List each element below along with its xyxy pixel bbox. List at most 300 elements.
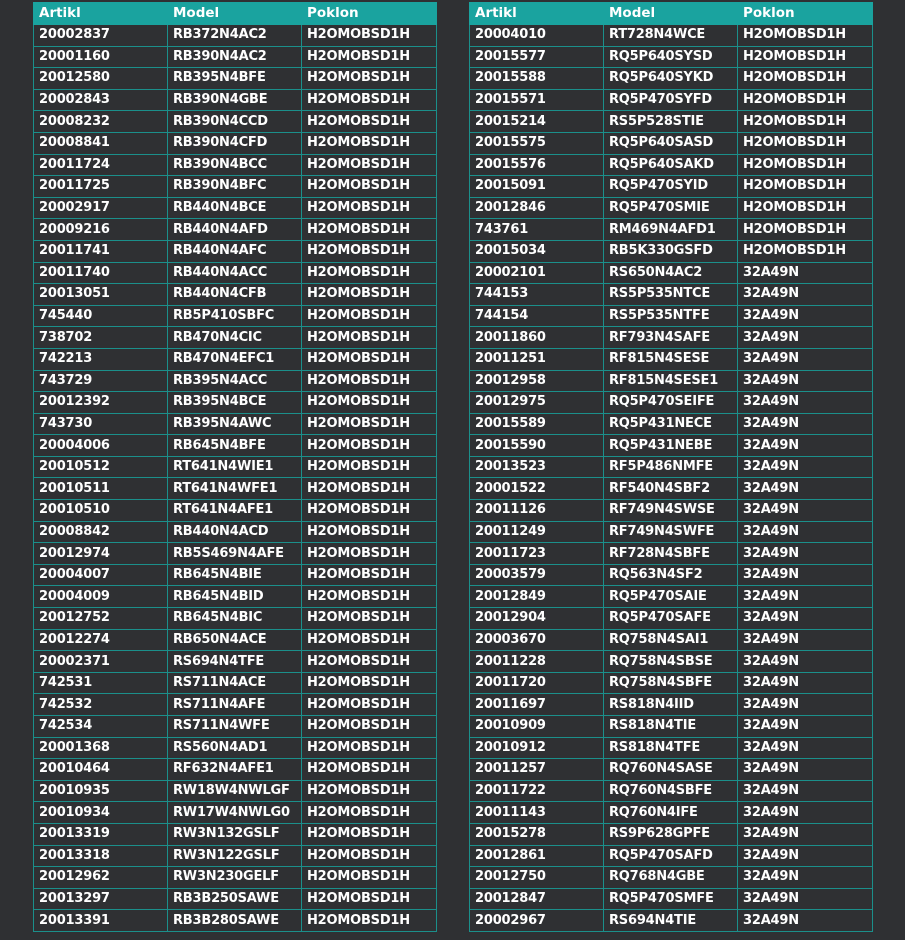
cell-artikl: 20010512 — [34, 456, 168, 478]
cell-artikl: 20011257 — [470, 759, 604, 781]
table-row — [34, 305, 437, 327]
table-row — [34, 154, 437, 176]
cell-artikl: 20009216 — [34, 219, 168, 241]
table-row — [34, 672, 437, 694]
table-row — [470, 564, 873, 586]
table-row — [470, 25, 873, 47]
cell-artikl: 745440 — [34, 305, 168, 327]
table-row — [470, 262, 873, 284]
table-row — [470, 327, 873, 349]
table-row — [34, 845, 437, 867]
table-row — [470, 176, 873, 198]
cell-poklon: 32A49N — [738, 759, 873, 781]
cell-poklon: H2OMOBSD1H — [738, 219, 873, 241]
table-row — [34, 651, 437, 673]
cell-model: RF540N4SBF2 — [604, 478, 738, 500]
cell-model: RQ760N4IFE — [604, 802, 738, 824]
cell-model: RS711N4AFE — [168, 694, 302, 716]
table-row — [470, 521, 873, 543]
cell-model: RM469N4AFD1 — [604, 219, 738, 241]
cell-model: RS560N4AD1 — [168, 737, 302, 759]
table-row — [470, 500, 873, 522]
table-row — [470, 543, 873, 565]
cell-model: RQ5P470SAFE — [604, 608, 738, 630]
table-row — [34, 737, 437, 759]
cell-model: RB3B250SAWE — [168, 888, 302, 910]
cell-poklon: H2OMOBSD1H — [302, 262, 437, 284]
table-row — [34, 716, 437, 738]
table-row — [470, 888, 873, 910]
header-model: Model — [604, 3, 738, 25]
table-row — [470, 111, 873, 133]
cell-model: RS711N4ACE — [168, 672, 302, 694]
cell-poklon: 32A49N — [738, 845, 873, 867]
cell-model: RS711N4WFE — [168, 716, 302, 738]
cell-model: RB645N4BIC — [168, 608, 302, 630]
table-row — [470, 694, 873, 716]
table-row — [34, 46, 437, 68]
cell-poklon: 32A49N — [738, 500, 873, 522]
cell-model: RS5P535NTFE — [604, 305, 738, 327]
cell-model: RF728N4SBFE — [604, 543, 738, 565]
cell-model: RQ758N4SBSE — [604, 651, 738, 673]
table-row — [34, 392, 437, 414]
cell-artikl: 20008842 — [34, 521, 168, 543]
cell-poklon: 32A49N — [738, 305, 873, 327]
cell-artikl: 742532 — [34, 694, 168, 716]
table-row — [34, 111, 437, 133]
cell-artikl: 20010510 — [34, 500, 168, 522]
cell-artikl: 20011741 — [34, 240, 168, 262]
cell-artikl: 20003579 — [470, 564, 604, 586]
cell-poklon: H2OMOBSD1H — [302, 867, 437, 889]
cell-model: RT728N4WCE — [604, 25, 738, 47]
cell-model: RS818N4IID — [604, 694, 738, 716]
cell-model: RQ768N4GBE — [604, 867, 738, 889]
cell-poklon: H2OMOBSD1H — [738, 111, 873, 133]
table-row — [470, 867, 873, 889]
cell-model: RQ758N4SBFE — [604, 672, 738, 694]
cell-model: RB390N4CFD — [168, 132, 302, 154]
cell-poklon: 32A49N — [738, 262, 873, 284]
cell-model: RQ5P640SYSD — [604, 46, 738, 68]
table-row — [34, 888, 437, 910]
cell-model: RQ758N4SAI1 — [604, 629, 738, 651]
table-row — [34, 327, 437, 349]
cell-model: RB395N4BFE — [168, 68, 302, 90]
cell-artikl: 20015589 — [470, 413, 604, 435]
header-poklon: Poklon — [302, 3, 437, 25]
cell-artikl: 20010912 — [470, 737, 604, 759]
cell-artikl: 20013318 — [34, 845, 168, 867]
cell-poklon: 32A49N — [738, 737, 873, 759]
cell-model: RQ563N4SF2 — [604, 564, 738, 586]
cell-poklon: H2OMOBSD1H — [302, 586, 437, 608]
table-row — [470, 608, 873, 630]
cell-poklon: H2OMOBSD1H — [738, 25, 873, 47]
cell-poklon: 32A49N — [738, 284, 873, 306]
cell-model: RB390N4BCC — [168, 154, 302, 176]
cell-poklon: H2OMOBSD1H — [302, 716, 437, 738]
cell-artikl: 20015575 — [470, 132, 604, 154]
table-row — [470, 68, 873, 90]
cell-poklon: H2OMOBSD1H — [302, 348, 437, 370]
cell-artikl: 20011723 — [470, 543, 604, 565]
cell-model: RT641N4AFE1 — [168, 500, 302, 522]
cell-artikl: 742213 — [34, 348, 168, 370]
cell-model: RF815N4SESE1 — [604, 370, 738, 392]
cell-model: RB440N4ACD — [168, 521, 302, 543]
table-row — [470, 845, 873, 867]
table-row — [34, 608, 437, 630]
table-row — [34, 564, 437, 586]
cell-artikl: 20010909 — [470, 716, 604, 738]
cell-model: RB390N4BFC — [168, 176, 302, 198]
cell-artikl: 20015034 — [470, 240, 604, 262]
cell-artikl: 20012846 — [470, 197, 604, 219]
table-row — [34, 219, 437, 241]
cell-artikl: 20011251 — [470, 348, 604, 370]
cell-poklon: 32A49N — [738, 521, 873, 543]
cell-model: RB440N4AFC — [168, 240, 302, 262]
cell-poklon: H2OMOBSD1H — [302, 845, 437, 867]
cell-model: RF793N4SAFE — [604, 327, 738, 349]
cell-poklon: H2OMOBSD1H — [302, 132, 437, 154]
cell-model: RS694N4TFE — [168, 651, 302, 673]
cell-artikl: 20002837 — [34, 25, 168, 47]
cell-model: RB470N4CIC — [168, 327, 302, 349]
cell-poklon: H2OMOBSD1H — [302, 219, 437, 241]
cell-model: RF749N4SWFE — [604, 521, 738, 543]
cell-artikl: 20011697 — [470, 694, 604, 716]
cell-poklon: H2OMOBSD1H — [302, 284, 437, 306]
cell-artikl: 743730 — [34, 413, 168, 435]
cell-poklon: H2OMOBSD1H — [738, 240, 873, 262]
cell-poklon: H2OMOBSD1H — [302, 780, 437, 802]
cell-artikl: 744153 — [470, 284, 604, 306]
table-row — [34, 176, 437, 198]
cell-model: RS818N4TFE — [604, 737, 738, 759]
table-row — [34, 240, 437, 262]
cell-poklon: H2OMOBSD1H — [302, 802, 437, 824]
cell-model: RF815N4SESE — [604, 348, 738, 370]
cell-poklon: H2OMOBSD1H — [302, 68, 437, 90]
cell-model: RQ5P470SAIE — [604, 586, 738, 608]
cell-poklon: 32A49N — [738, 586, 873, 608]
cell-model: RB470N4EFC1 — [168, 348, 302, 370]
table-header-row — [34, 3, 437, 25]
cell-model: RB5K330GSFD — [604, 240, 738, 262]
cell-poklon: H2OMOBSD1H — [738, 197, 873, 219]
table-row — [470, 46, 873, 68]
cell-poklon: H2OMOBSD1H — [302, 500, 437, 522]
table-row — [34, 543, 437, 565]
cell-model: RB372N4AC2 — [168, 25, 302, 47]
cell-model: RQ5P470SYFD — [604, 89, 738, 111]
cell-model: RQ5P640SAKD — [604, 154, 738, 176]
cell-model: RQ760N4SASE — [604, 759, 738, 781]
cell-artikl: 20012392 — [34, 392, 168, 414]
cell-model: RB395N4BCE — [168, 392, 302, 414]
cell-poklon: H2OMOBSD1H — [738, 46, 873, 68]
cell-model: RQ5P431NEBE — [604, 435, 738, 457]
cell-artikl: 20002917 — [34, 197, 168, 219]
cell-poklon: 32A49N — [738, 888, 873, 910]
cell-artikl: 20004010 — [470, 25, 604, 47]
cell-poklon: H2OMOBSD1H — [302, 737, 437, 759]
cell-poklon: H2OMOBSD1H — [302, 240, 437, 262]
cell-artikl: 20004009 — [34, 586, 168, 608]
cell-model: RW3N230GELF — [168, 867, 302, 889]
table-row — [470, 435, 873, 457]
cell-poklon: H2OMOBSD1H — [302, 910, 437, 932]
cell-poklon: H2OMOBSD1H — [302, 759, 437, 781]
table-row — [34, 867, 437, 889]
cell-poklon: 32A49N — [738, 327, 873, 349]
cell-artikl: 20012958 — [470, 370, 604, 392]
cell-artikl: 20012861 — [470, 845, 604, 867]
table-row — [470, 802, 873, 824]
cell-model: RS818N4TIE — [604, 716, 738, 738]
cell-poklon: 32A49N — [738, 802, 873, 824]
cell-artikl: 20010934 — [34, 802, 168, 824]
cell-artikl: 20012580 — [34, 68, 168, 90]
cell-artikl: 20008232 — [34, 111, 168, 133]
cell-model: RS9P628GPFE — [604, 823, 738, 845]
table-row — [34, 25, 437, 47]
cell-poklon: 32A49N — [738, 608, 873, 630]
cell-poklon: 32A49N — [738, 823, 873, 845]
cell-artikl: 20001160 — [34, 46, 168, 68]
cell-artikl: 742531 — [34, 672, 168, 694]
cell-poklon: H2OMOBSD1H — [302, 392, 437, 414]
cell-model: RB390N4AC2 — [168, 46, 302, 68]
cell-poklon: 32A49N — [738, 435, 873, 457]
cell-poklon: H2OMOBSD1H — [302, 305, 437, 327]
table-row — [470, 154, 873, 176]
cell-model: RW18W4NWLGF — [168, 780, 302, 802]
cell-artikl: 20002371 — [34, 651, 168, 673]
table-row — [34, 521, 437, 543]
cell-artikl: 20012750 — [470, 867, 604, 889]
cell-artikl: 20001368 — [34, 737, 168, 759]
table-row — [470, 759, 873, 781]
table-row — [34, 370, 437, 392]
cell-model: RB395N4AWC — [168, 413, 302, 435]
header-poklon: Poklon — [738, 3, 873, 25]
table-row — [34, 435, 437, 457]
cell-poklon: 32A49N — [738, 651, 873, 673]
cell-artikl: 20012904 — [470, 608, 604, 630]
cell-artikl: 20012847 — [470, 888, 604, 910]
cell-model: RB3B280SAWE — [168, 910, 302, 932]
cell-artikl: 20011249 — [470, 521, 604, 543]
cell-model: RQ5P470SAFD — [604, 845, 738, 867]
cell-artikl: 20015577 — [470, 46, 604, 68]
header-model: Model — [168, 3, 302, 25]
cell-artikl: 20011720 — [470, 672, 604, 694]
table-row — [34, 759, 437, 781]
cell-model: RW3N132GSLF — [168, 823, 302, 845]
cell-artikl: 20012974 — [34, 543, 168, 565]
table-row — [470, 89, 873, 111]
header-artikl: Artikl — [470, 3, 604, 25]
cell-artikl: 20004007 — [34, 564, 168, 586]
cell-poklon: H2OMOBSD1H — [302, 694, 437, 716]
cell-artikl: 20011724 — [34, 154, 168, 176]
cell-model: RB440N4BCE — [168, 197, 302, 219]
cell-poklon: H2OMOBSD1H — [738, 68, 873, 90]
cell-artikl: 20011740 — [34, 262, 168, 284]
cell-artikl: 20015214 — [470, 111, 604, 133]
cell-poklon: 32A49N — [738, 867, 873, 889]
table-row — [470, 672, 873, 694]
cell-poklon: 32A49N — [738, 629, 873, 651]
table-row — [470, 823, 873, 845]
cell-model: RB645N4BIE — [168, 564, 302, 586]
table-row — [34, 68, 437, 90]
cell-poklon: H2OMOBSD1H — [302, 521, 437, 543]
cell-model: RB5P410SBFC — [168, 305, 302, 327]
table-row — [34, 780, 437, 802]
cell-artikl: 742534 — [34, 716, 168, 738]
cell-artikl: 20013051 — [34, 284, 168, 306]
cell-poklon: H2OMOBSD1H — [302, 564, 437, 586]
table-row — [34, 629, 437, 651]
cell-poklon: 32A49N — [738, 780, 873, 802]
table-row — [470, 305, 873, 327]
cell-poklon: H2OMOBSD1H — [738, 132, 873, 154]
cell-artikl: 20012752 — [34, 608, 168, 630]
cell-model: RB645N4BID — [168, 586, 302, 608]
cell-model: RB650N4ACE — [168, 629, 302, 651]
cell-artikl: 20011725 — [34, 176, 168, 198]
cell-model: RQ5P470SMFE — [604, 888, 738, 910]
right-product-table — [469, 2, 873, 932]
table-row — [470, 737, 873, 759]
cell-model: RW3N122GSLF — [168, 845, 302, 867]
cell-model: RS694N4TIE — [604, 910, 738, 932]
table-row — [470, 284, 873, 306]
table-row — [470, 370, 873, 392]
table-row — [34, 197, 437, 219]
cell-artikl: 20002967 — [470, 910, 604, 932]
table-row — [470, 240, 873, 262]
cell-artikl: 20013523 — [470, 456, 604, 478]
cell-artikl: 20015590 — [470, 435, 604, 457]
table-row — [470, 910, 873, 932]
cell-artikl: 20002843 — [34, 89, 168, 111]
cell-poklon: H2OMOBSD1H — [302, 651, 437, 673]
cell-artikl: 20012975 — [470, 392, 604, 414]
table-row — [34, 456, 437, 478]
cell-poklon: 32A49N — [738, 348, 873, 370]
cell-artikl: 20010511 — [34, 478, 168, 500]
table-row — [470, 132, 873, 154]
table-row — [34, 284, 437, 306]
table-row — [470, 392, 873, 414]
cell-model: RB395N4ACC — [168, 370, 302, 392]
cell-poklon: 32A49N — [738, 694, 873, 716]
cell-artikl: 20011860 — [470, 327, 604, 349]
cell-poklon: H2OMOBSD1H — [302, 327, 437, 349]
cell-poklon: H2OMOBSD1H — [302, 111, 437, 133]
cell-model: RB390N4GBE — [168, 89, 302, 111]
cell-model: RB440N4CFB — [168, 284, 302, 306]
cell-model: RQ5P640SYKD — [604, 68, 738, 90]
cell-artikl: 20015278 — [470, 823, 604, 845]
cell-poklon: H2OMOBSD1H — [302, 154, 437, 176]
cell-poklon: 32A49N — [738, 910, 873, 932]
cell-artikl: 20015588 — [470, 68, 604, 90]
cell-artikl: 20012849 — [470, 586, 604, 608]
header-artikl: Artikl — [34, 3, 168, 25]
cell-artikl: 20013391 — [34, 910, 168, 932]
cell-model: RS5P528STIE — [604, 111, 738, 133]
table-row — [34, 413, 437, 435]
cell-model: RF5P486NMFE — [604, 456, 738, 478]
table-row — [34, 586, 437, 608]
cell-artikl: 738702 — [34, 327, 168, 349]
cell-model: RB440N4ACC — [168, 262, 302, 284]
cell-poklon: 32A49N — [738, 672, 873, 694]
cell-artikl: 20011143 — [470, 802, 604, 824]
table-row — [470, 586, 873, 608]
cell-poklon: 32A49N — [738, 370, 873, 392]
cell-model: RQ5P470SMIE — [604, 197, 738, 219]
table-row — [470, 456, 873, 478]
table-row — [34, 500, 437, 522]
cell-model: RQ760N4SBFE — [604, 780, 738, 802]
table-row — [470, 348, 873, 370]
cell-artikl: 20002101 — [470, 262, 604, 284]
table-header-row — [470, 3, 873, 25]
table-row — [470, 413, 873, 435]
cell-poklon: 32A49N — [738, 478, 873, 500]
cell-poklon: H2OMOBSD1H — [302, 478, 437, 500]
cell-poklon: 32A49N — [738, 543, 873, 565]
cell-artikl: 20001522 — [470, 478, 604, 500]
cell-model: RT641N4WIE1 — [168, 456, 302, 478]
cell-poklon: H2OMOBSD1H — [302, 823, 437, 845]
table-row — [470, 219, 873, 241]
right-table-body — [470, 25, 873, 932]
table-row — [34, 478, 437, 500]
cell-poklon: 32A49N — [738, 564, 873, 586]
cell-artikl: 20013297 — [34, 888, 168, 910]
cell-artikl: 20015571 — [470, 89, 604, 111]
cell-artikl: 744154 — [470, 305, 604, 327]
table-row — [470, 629, 873, 651]
cell-artikl: 743761 — [470, 219, 604, 241]
table-row — [470, 780, 873, 802]
cell-artikl: 20004006 — [34, 435, 168, 457]
cell-model: RT641N4WFE1 — [168, 478, 302, 500]
cell-poklon: H2OMOBSD1H — [302, 435, 437, 457]
cell-poklon: H2OMOBSD1H — [302, 608, 437, 630]
cell-artikl: 20012962 — [34, 867, 168, 889]
cell-poklon: H2OMOBSD1H — [302, 888, 437, 910]
cell-poklon: H2OMOBSD1H — [302, 25, 437, 47]
cell-model: RQ5P470SYID — [604, 176, 738, 198]
cell-model: RB5S469N4AFE — [168, 543, 302, 565]
cell-poklon: H2OMOBSD1H — [302, 543, 437, 565]
cell-model: RQ5P431NECE — [604, 413, 738, 435]
cell-artikl: 20012274 — [34, 629, 168, 651]
cell-poklon: H2OMOBSD1H — [302, 629, 437, 651]
cell-model: RS650N4AC2 — [604, 262, 738, 284]
cell-model: RQ5P470SEIFE — [604, 392, 738, 414]
